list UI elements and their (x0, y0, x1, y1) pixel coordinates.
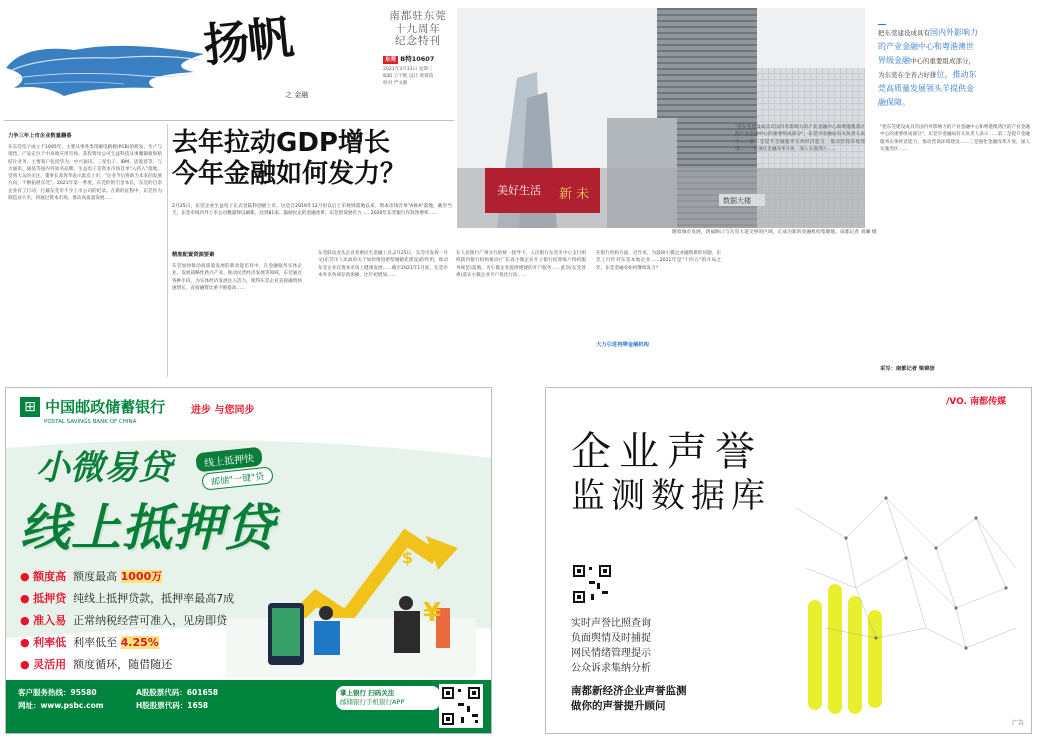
feature-bullet-icon: ● (20, 592, 30, 605)
nandu-logo-icon: /VO. (946, 397, 967, 407)
photo-caption: 随着城市发展，鸿福路口与东莞大道交界的区域，正成为新的金融机构集聚地。南都记者 刘斓 摄 (672, 230, 877, 235)
feature-label: 准入易 (33, 614, 67, 627)
page-number-text: B特10607 (400, 55, 435, 63)
currency-icon: ¥ (423, 598, 442, 628)
proof-credit: 校对 严文静 (383, 81, 408, 86)
special-title-line: 南都驻东莞 (389, 10, 447, 22)
lead-paragraph: 2月25日，东莞企业生益电子正式登陆科创板上市，这是自2019年12月份以后上市规则落地以来，资本市场首单"A拆A"落地，截至当天，东莞市境内外上市公司数量得以刷新，达到81家。鼓励民企的金融改革，东莞的发展有力……2020年东莞银行存款净增率…… (172, 204, 452, 217)
quote-highlight: 位，推动东莞高质量发展领头羊提供金融 (878, 70, 977, 107)
feature-bullet-icon: ● (20, 570, 30, 583)
footer-contact (18, 686, 104, 712)
ad2-title-2: 监测数据库 (571, 476, 771, 516)
feature-text: 利率低至 (73, 636, 118, 649)
quote-accent (878, 24, 886, 25)
quote-highlight: 保障。 (886, 98, 910, 107)
feature-bullet-icon: ● (20, 614, 30, 627)
bank-name-cn: 中国邮政储蓄银行 (45, 398, 166, 416)
special-title-line: 十九周年 (395, 22, 441, 35)
feature-item (20, 568, 270, 590)
quote-part: 中心的重要组成部分，为东莞在全省占好排 (878, 57, 975, 79)
feature-bullet-icon: ● (20, 658, 30, 671)
brand-name: 南都传媒 (970, 397, 1007, 407)
slogan: 进步 与您同步 (191, 405, 255, 416)
feature-highlight: 4.25% (120, 636, 159, 649)
special-issue-title (383, 10, 453, 48)
psbc-logo (20, 396, 165, 417)
ad2-footer (571, 684, 687, 714)
footer-line-2: 做你的声誉提升顾问 (571, 700, 666, 712)
product-title-2: 线上抵押贷 (20, 499, 275, 557)
column-text: 东莞联动龙头企业普惠民生金融工具,2月25日，东莞市发挥一号文(东莞市人民政府关于加快推进新型城镇化建设)的作用，推动东莞企业在资本市场上健康发展……截至2021年1月底，东莞市本外币各项存款余额，比年初增加…… (318, 251, 448, 278)
section-badge: 东莞 (385, 57, 397, 63)
feature-label: 额度高 (33, 570, 67, 583)
feature-list (20, 568, 270, 678)
stock-codes (136, 686, 218, 712)
feature-label: 利率低 (33, 636, 67, 649)
brush-stroke-decoration (4, 36, 209, 98)
feature-text: 纯线上抵押贷款，抵押率最高7成 (73, 592, 235, 605)
masthead-title: 扬帆 (200, 9, 295, 73)
headline-line-1: 去年拉动GDP增长 (172, 128, 390, 158)
right-column-text: "把东莞建设成具有国内外影响力的产业金融中心和粤港澳湾区的产业金融中心的重要组成部分"，东莞市金融局有关负责人表示……第二是提升金融服务实体经济能力，推动营商环境建设……三是强化金融改革开放，深入实施湾区…… (735, 125, 865, 152)
qr-code-icon (571, 563, 613, 605)
headline-line-2: 今年金融如何发力？ (172, 159, 407, 189)
ad2-title-1: 企业声誉 (571, 429, 763, 475)
footer-line-1: 南都新经济企业声誉监测 (571, 685, 687, 697)
column-subhead: 大力引进持牌金融机构 (596, 342, 649, 348)
special-title-line: 纪念特刊 (395, 35, 441, 47)
masthead-section: 之 金融 (285, 91, 309, 99)
feature-text: 正常纳税经营可准入，见房即贷 (73, 614, 228, 627)
building-sign: 数据大楼 (723, 197, 751, 205)
right-column-text: "把东莞建设成具有国内外影响力的产业金融中心和粤港澳湾区的产业金融中心的重要组成部分"，东莞市金融局有关负责人表示……第二是提升金融服务实体经济能力，推动营商环境建设……三是强化金融改革开放，深入实施湾区…… (880, 125, 1030, 152)
column-text: 在人民银行广州分行的统一指导下，人民银行东莞市中心支行组织辖内银行机构推动(广东省小微企业开立银行结算账户特约服务规范)落地，为小微企业提供便捷的开户服务……此次(东莞普惠)落实小微企业开户优化行动…… (456, 251, 586, 278)
h-share-code: H股股票代码：1658 (136, 701, 209, 710)
feature-lines (571, 616, 651, 676)
feature-item (20, 612, 270, 634)
feature-bullet-icon: ● (20, 636, 30, 649)
column-subhead: 精准配置资源要素 (172, 252, 215, 258)
tag-one-click: 邮储"一键"贷 (201, 466, 274, 490)
divider (4, 120, 454, 121)
ad-label: 广告 (1012, 720, 1025, 727)
psbc-logo-icon: ⊞ (20, 397, 40, 417)
quote-highlight: 业金融中心和粤港澳世界级金融 (878, 42, 974, 65)
hotline: 客户服务热线：95580 (18, 688, 97, 697)
app-scan-subtitle: 邮储银行手机银行APP (340, 698, 405, 706)
feature-line: 网民情绪管理提示 (571, 648, 651, 659)
editor-credit: 编辑 王宇熙 设计 黄倩茵 (383, 74, 434, 79)
pull-quote (878, 26, 978, 110)
psbc-advertisement (5, 387, 492, 734)
feature-text: 额度最高 (73, 570, 118, 583)
feature-text: 额度循环，随借随还 (73, 658, 173, 671)
quote-highlight: 国内外影响力的产 (878, 28, 978, 51)
feature-line: 负面舆情及时捕捉 (571, 633, 651, 644)
quote-part: 把东莞建设成具有 (878, 29, 930, 37)
feature-item (20, 656, 270, 678)
column-text: 东莞加快推动高质量发展的新动能培育中，在金融服务实体企业、发展战略性新兴产业、推动民营经济发展等领域，东莞通过各种手段，为实体经济发展注入活力，使得东莞企业直接融资快速增长，直接融资比重不断提高…… (172, 264, 302, 291)
app-scan-title: 掌上银行 扫码关注 (340, 689, 395, 697)
nandu-media-logo (946, 394, 1006, 407)
feature-line: 公众诉求集纳分析 (571, 663, 651, 674)
feature-line: 实时声誉比照查询 (571, 618, 651, 629)
feature-item (20, 590, 270, 612)
reputation-database-ad (545, 387, 1032, 734)
feature-item (20, 634, 270, 656)
billboard-text-2: 新 未 (559, 187, 590, 202)
a-share-code: A股股票代码：601658 (136, 688, 219, 697)
issue-date: 2021年3月31日 星期三 (383, 67, 433, 72)
left-column-text: 在东莞电子成立于1995年，主要从事各类印刷电路板(PCB)的研发、生产与销售，产品定位于中高端应用市场。其投资母公司生益科技从事覆铜板和粘结片业务，主要客户包括华为、中兴通讯、三星电子、IBM、思爱普等，与大通讯、通基等国内外知名品牌。生益电子是资本市场首单"入药入"落地，受到大众的关注。董事长邓春华表示此次上市，"企业今后将助力未来的发展方向，不断拓展东莞"。2021年第一季度，东莞的的引金本长，东莞的百余企业有了行动，打破东莞市不少上市公司的纪录。在新的征程中，东莞作为制造业大市，将通过资本市场，推动高质量发展…… (8, 145, 162, 202)
column-divider (167, 124, 168, 377)
page-number (383, 54, 434, 64)
bank-name-en: POSTAL SAVINGS BANK OF CHINA (44, 419, 137, 425)
feature-label: 灵活用 (33, 658, 67, 671)
qr-code-icon (439, 684, 483, 728)
author-credit: 采写：南都记者 梁锦崇 (880, 366, 935, 372)
left-subhead: 力争三年上市企业数量翻番 (8, 133, 72, 139)
feature-highlight: 1000万 (120, 570, 163, 583)
product-title-1: 小微易贷 (36, 448, 172, 488)
billboard-text: 美好生活 (497, 184, 541, 197)
column-text: 在银行机构方面，近年来，为鼓励小微企业融资难的问题，东莞工行针对东莞本地企业……2021年是"十四五"的开局之年，东莞金融业如何继续发力？ (596, 251, 721, 271)
money-icon: $ (402, 548, 414, 567)
masthead-meta (383, 66, 453, 87)
website: 网址：www.psbc.com (18, 701, 104, 710)
feature-label: 抵押贷 (33, 592, 67, 605)
app-promo (336, 686, 440, 710)
tag-online: 线上抵押快 (195, 447, 263, 473)
headline (172, 128, 467, 190)
